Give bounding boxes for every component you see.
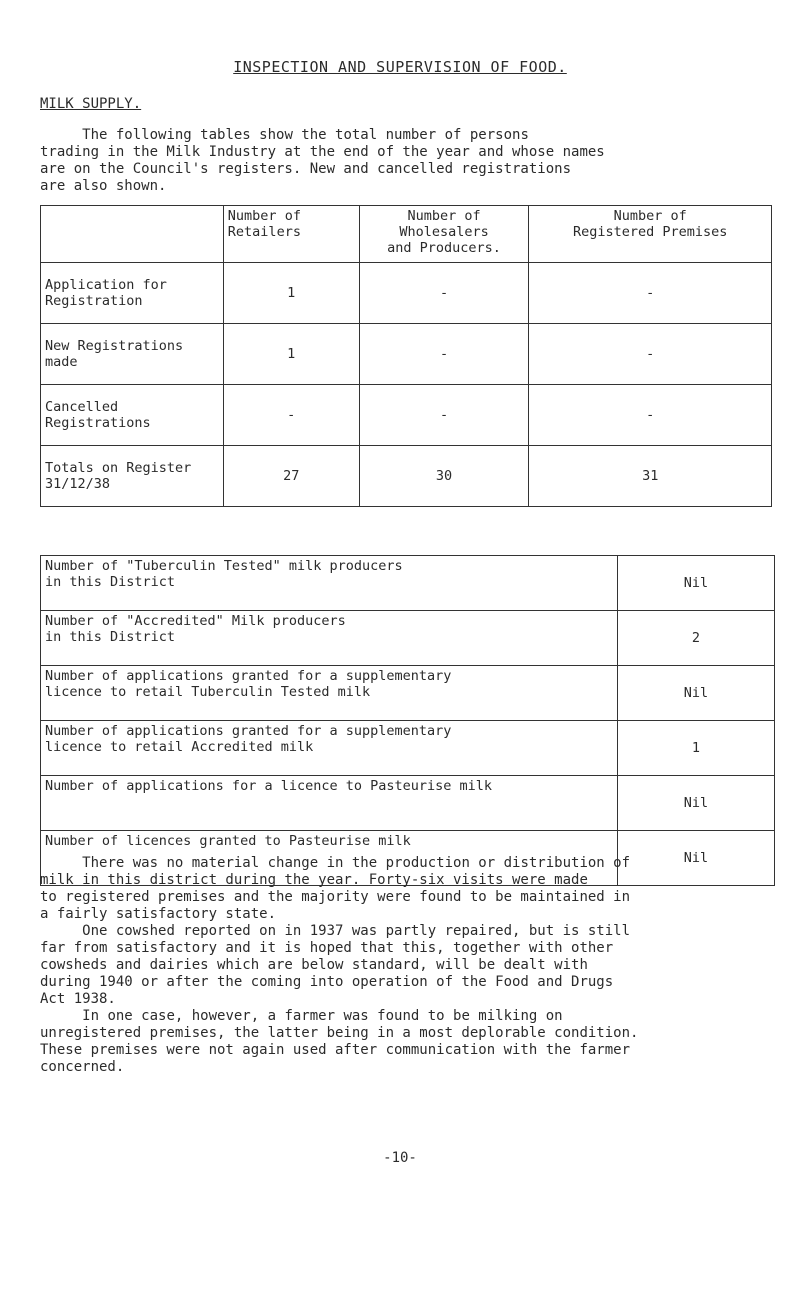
table-row: [41, 666, 775, 721]
header-cell-wholesalers: Number of Wholesalers and Producers.: [359, 206, 529, 263]
intro-paragraph: The following tables show the total number of persons trading in the Milk Industry at the end of the year and whose names are on the Council's registers. New and cancelled registrations are also shown.: [40, 127, 605, 194]
page-number: -10-: [383, 1150, 417, 1166]
row-label: Number of applications granted for a supplementary licence to retail Tuberculin Tested milk: [41, 666, 618, 721]
row-label: Totals on Register 31/12/38: [41, 446, 224, 507]
row-label: Number of applications for a licence to Pasteurise milk: [41, 776, 618, 831]
row-value: Nil: [618, 556, 775, 611]
header-cell-blank: [41, 206, 224, 263]
row-value: 2: [618, 611, 775, 666]
row-label: Number of "Accredited" Milk producers in this District: [41, 611, 618, 666]
premises-value: 31: [529, 446, 772, 507]
row-label: New Registrations made: [41, 324, 224, 385]
row-value: 1: [618, 721, 775, 776]
header-cell-premises: Number of Registered Premises: [529, 206, 772, 263]
table-row: [41, 776, 775, 831]
wholesalers-value: -: [359, 263, 529, 324]
table-row: [41, 556, 775, 611]
licences-table: [40, 555, 775, 886]
row-label: Number of applications granted for a supplementary licence to retail Accredited milk: [41, 721, 618, 776]
table-row: [41, 611, 775, 666]
page-title: INSPECTION AND SUPERVISION OF FOOD.: [233, 58, 567, 76]
body-paragraphs: There was no material change in the production or distribution of milk in this district during the year. Forty-six visits were made to registered premises and the majority were found to be maintained in a fairly satisfactory state. One cowshed reported on in 1937 was partly repaired, but is still far from satisfactory and it is hoped that this, together with other cowsheds and dairies which are below standard, will be dealt with during 1940 or after the coming into operation of the Food and Drugs Act 1938. In one case, however, a farmer was found to be milking on unregistered premises, the latter being in a most deplorable condition. These premises were not again used after communication with the farmer concerned.: [40, 855, 639, 1075]
header-cell-retailers: Number of Retailers: [223, 206, 359, 263]
retailers-value: -: [223, 385, 359, 446]
retailers-value: 1: [223, 263, 359, 324]
row-label: Application for Registration: [41, 263, 224, 324]
table-row: [41, 263, 772, 324]
table-row: [41, 721, 775, 776]
wholesalers-value: 30: [359, 446, 529, 507]
retailers-value: 27: [223, 446, 359, 507]
table-row: [41, 446, 772, 507]
registers-table: [40, 205, 772, 507]
wholesalers-value: -: [359, 324, 529, 385]
table-row: [41, 385, 772, 446]
premises-value: -: [529, 385, 772, 446]
row-label: Number of licences granted to Pasteurise milk: [41, 831, 618, 886]
retailers-value: 1: [223, 324, 359, 385]
table-row: [41, 324, 772, 385]
section-heading: MILK SUPPLY.: [40, 96, 142, 112]
registers-header-row: [41, 206, 772, 263]
premises-value: -: [529, 263, 772, 324]
row-label: Number of "Tuberculin Tested" milk producers in this District: [41, 556, 618, 611]
row-value: Nil: [618, 776, 775, 831]
row-value: Nil: [618, 831, 775, 886]
row-value: Nil: [618, 666, 775, 721]
premises-value: -: [529, 324, 772, 385]
wholesalers-value: -: [359, 385, 529, 446]
row-label: Cancelled Registrations: [41, 385, 224, 446]
